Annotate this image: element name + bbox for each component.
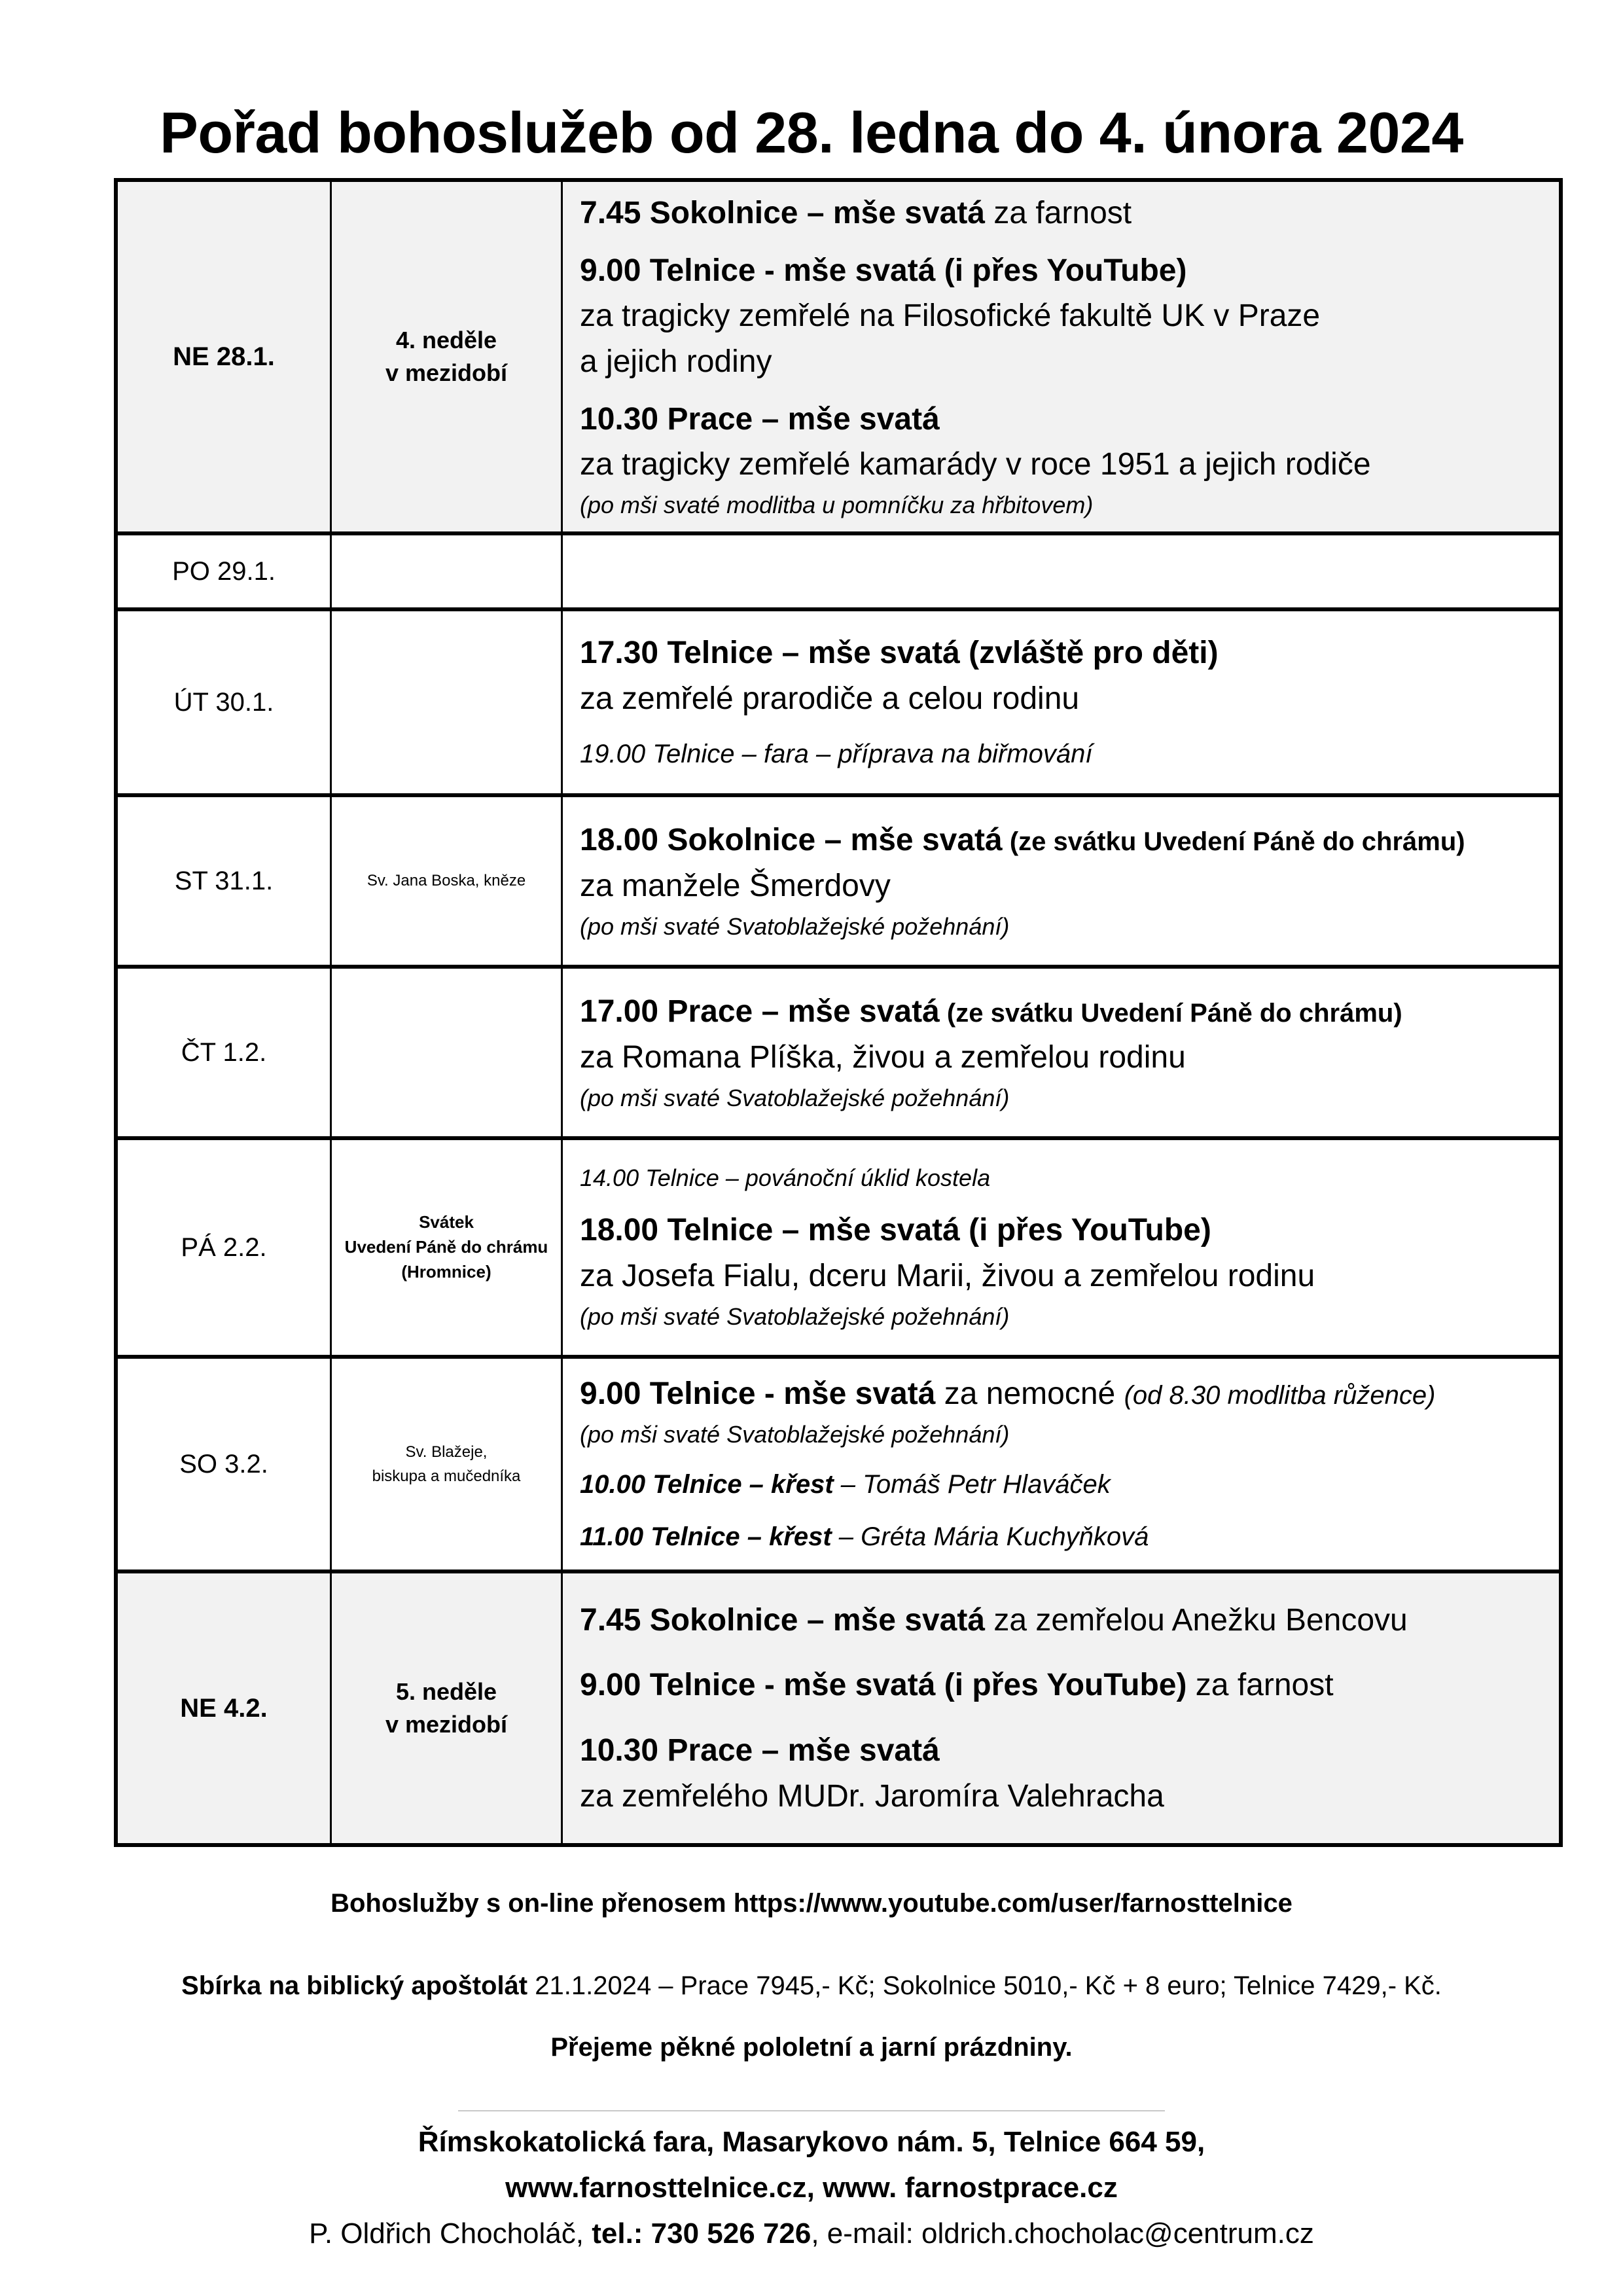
priest-email: , e-mail: oldrich.chocholac@centrum.cz (811, 2217, 1314, 2250)
services-cell (562, 967, 1561, 1138)
table-row (116, 967, 1561, 1138)
service-title: 17.00 Prace – mše svatá (580, 994, 940, 1030)
feast-line: biskupa a mučedníka (372, 1467, 521, 1485)
feast-cell (331, 609, 562, 795)
parish-address: Římskokatolická fara, Masarykovo nám. 5, Telnice 664 59, (418, 2126, 1205, 2158)
service-intention: za tragicky zemřelé kamarády v roce 1951 a jejich rodiče (580, 447, 1371, 482)
collection-amounts: 21.1.2024 – Prace 7945,- Kč; Sokolnice 5010,- Kč + 8 euro; Telnice 7429,- Kč. (527, 1971, 1442, 2000)
service-intention: a jejich rodiny (580, 344, 772, 379)
services-cell (562, 1571, 1561, 1845)
day-cell: PO 29.1. (116, 533, 331, 609)
feast-line: Sv. Blažeje, (405, 1443, 488, 1461)
service-intention: – Gréta Mária Kuchyňková (831, 1522, 1149, 1551)
service-feast-note: (ze svátku Uvedení Páně do chrámu) (939, 999, 1402, 1028)
service-intention: – Tomáš Petr Hlaváček (833, 1469, 1111, 1499)
wishes-note: Přejeme pěkné pololetní a jarní prázdniny. (550, 2033, 1073, 2062)
services-cell (562, 180, 1561, 533)
service-intention: za manžele Šmerdovy (580, 869, 891, 903)
day-cell: SO 3.2. (116, 1357, 331, 1571)
table-row (116, 1138, 1561, 1357)
service-intention: za Josefa Fialu, dceru Marii, živou a zemřelou rodinu (580, 1259, 1315, 1293)
day-cell: NE 28.1. (116, 180, 331, 533)
services-cell (562, 795, 1561, 967)
service-note: (po mši svaté Svatoblažejské požehnání) (580, 1084, 1010, 1111)
services-cell (562, 609, 1561, 795)
service-title: 9.00 Telnice - mše svatá (i přes YouTube) (580, 1668, 1187, 1703)
service-intention: za farnost (1186, 1668, 1334, 1703)
feast-line: v mezidobí (385, 1711, 508, 1738)
table-row (116, 795, 1561, 967)
feast-cell (331, 1357, 562, 1571)
schedule-table (114, 178, 1563, 1847)
feast-cell (331, 1138, 562, 1357)
table-row (116, 533, 1561, 609)
feast-line: (Hromnice) (401, 1261, 491, 1282)
service-intention: za tragicky zemřelé na Filosofické fakultě UK v Praze (580, 298, 1321, 334)
service-title: 7.45 Sokolnice – mše svatá (580, 1602, 986, 1638)
feast-cell (331, 533, 562, 609)
day-cell: ÚT 30.1. (116, 609, 331, 795)
table-row (116, 1357, 1561, 1571)
page-title: Pořad bohoslužeb od 28. ledna do 4. února 2024 (160, 100, 1463, 165)
day-cell: ST 31.1. (116, 795, 331, 967)
service-intention: za nemocné (935, 1376, 1124, 1412)
day-cell: NE 4.2. (116, 1571, 331, 1845)
service-title: 7.45 Sokolnice – mše svatá (580, 196, 986, 231)
services-cell (562, 1138, 1561, 1357)
day-cell: PÁ 2.2. (116, 1138, 331, 1357)
service-note: (po mši svaté Svatoblažejské požehnání) (580, 1420, 1010, 1448)
service-note: 19.00 Telnice – fara – příprava na biřmování (580, 739, 1093, 768)
online-broadcast-note: Bohoslužby s on-line přenosem https://www.youtube.com/user/farnosttelnice (330, 1889, 1293, 1918)
priest-contact (0, 2217, 1623, 2250)
service-title: 18.00 Sokolnice – mše svatá (580, 823, 1003, 858)
priest-name: P. Oldřich Chocholáč, (309, 2217, 584, 2250)
services-cell (562, 1357, 1561, 1571)
service-title: 10.00 Telnice – křest (580, 1469, 834, 1499)
feast-line: v mezidobí (385, 359, 508, 386)
feast-cell (331, 967, 562, 1138)
service-intention: za zemřelého MUDr. Jaromíra Valehracha (580, 1778, 1164, 1814)
service-note: 14.00 Telnice – povánoční úklid kostela (580, 1164, 991, 1192)
footer-divider (458, 2110, 1165, 2111)
feast-cell (331, 1571, 562, 1845)
table-row (116, 1571, 1561, 1845)
service-note: (po mši svaté Svatoblažejské požehnání) (580, 912, 1010, 940)
service-feast-note: (ze svátku Uvedení Páně do chrámu) (1002, 827, 1465, 857)
feast-line: 5. neděle (395, 1677, 497, 1705)
service-intention: za farnost (985, 196, 1132, 231)
services-cell (562, 533, 1561, 609)
feast-line: Svátek (419, 1212, 474, 1232)
table-row (116, 180, 1561, 533)
service-intention: za zemřelou Anežku Bencovu (985, 1602, 1408, 1638)
service-title: 18.00 Telnice – mše svatá (i přes YouTube) (580, 1213, 1211, 1248)
service-note: (po mši svaté modlitba u pomníčku za hřbitovem) (580, 491, 1094, 518)
parish-websites: www.farnosttelnice.cz, www. farnostprace.cz (505, 2172, 1118, 2204)
collection-label: Sbírka na biblický apoštolát (181, 1971, 528, 2000)
service-intention: za zemřelé prarodiče a celou rodinu (580, 681, 1080, 716)
service-title: 9.00 Telnice - mše svatá (580, 1376, 936, 1412)
feast-line: 4. neděle (395, 326, 497, 353)
service-title: 17.30 Telnice – mše svatá (zvláště pro děti) (580, 636, 1219, 671)
service-intention: za Romana Plíška, živou a zemřelou rodinu (580, 1040, 1186, 1075)
service-title: 11.00 Telnice – křest (580, 1522, 832, 1551)
table-row (116, 609, 1561, 795)
collection-note (0, 1971, 1623, 2001)
service-title: 9.00 Telnice - mše svatá (i přes YouTube) (580, 253, 1187, 288)
feast-line: Uvedení Páně do chrámu (344, 1237, 548, 1257)
feast-cell (331, 180, 562, 533)
service-title: 10.30 Prace – mše svatá (580, 1733, 940, 1768)
service-note: (po mši svaté Svatoblažejské požehnání) (580, 1302, 1010, 1330)
priest-phone: tel.: 730 526 726 (584, 2217, 812, 2250)
service-title: 10.30 Prace – mše svatá (580, 401, 940, 437)
feast-cell: Sv. Jana Boska, kněze (331, 795, 562, 967)
service-note: (od 8.30 modlitba růžence) (1124, 1381, 1436, 1410)
day-cell: ČT 1.2. (116, 967, 331, 1138)
